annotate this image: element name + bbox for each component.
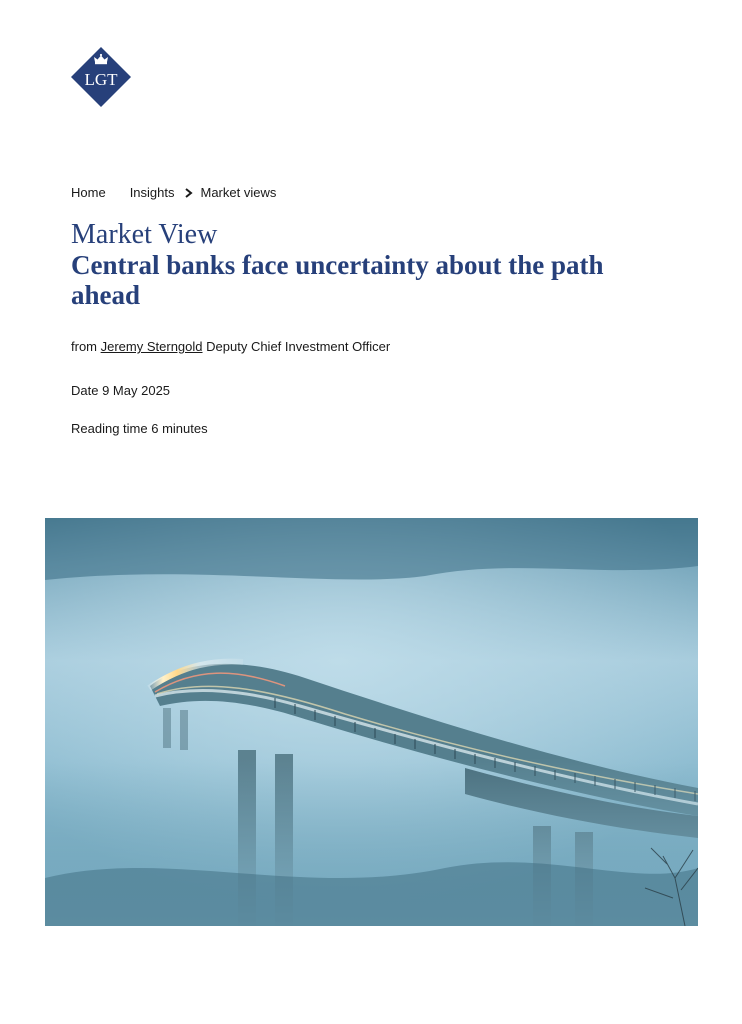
breadcrumb: [71, 185, 276, 200]
author-prefix: from: [71, 339, 97, 354]
breadcrumb-insights-link[interactable]: Insights: [129, 185, 175, 200]
reading-time-value: 6 minutes: [151, 421, 208, 436]
breadcrumb-current: Market views: [200, 185, 277, 200]
lgt-logo[interactable]: [69, 45, 133, 109]
date-label: Date: [71, 383, 99, 398]
date-line: [71, 383, 170, 398]
author-line: [71, 339, 390, 354]
svg-text:LGT: LGT: [84, 70, 118, 89]
hero-image: [45, 518, 698, 926]
page-title: Central banks face uncertainty about the path ahead: [71, 250, 604, 310]
article-eyebrow: Market View: [71, 219, 218, 250]
author-role: Deputy Chief Investment Officer: [206, 339, 391, 354]
reading-time-label: Reading time: [71, 421, 148, 436]
breadcrumb-home-link[interactable]: Home: [71, 185, 106, 200]
chevron-right-icon: [181, 187, 197, 199]
author-link[interactable]: Jeremy Sterngold: [100, 339, 203, 354]
date-value: 9 May 2025: [102, 383, 171, 398]
reading-time-line: [71, 421, 208, 436]
